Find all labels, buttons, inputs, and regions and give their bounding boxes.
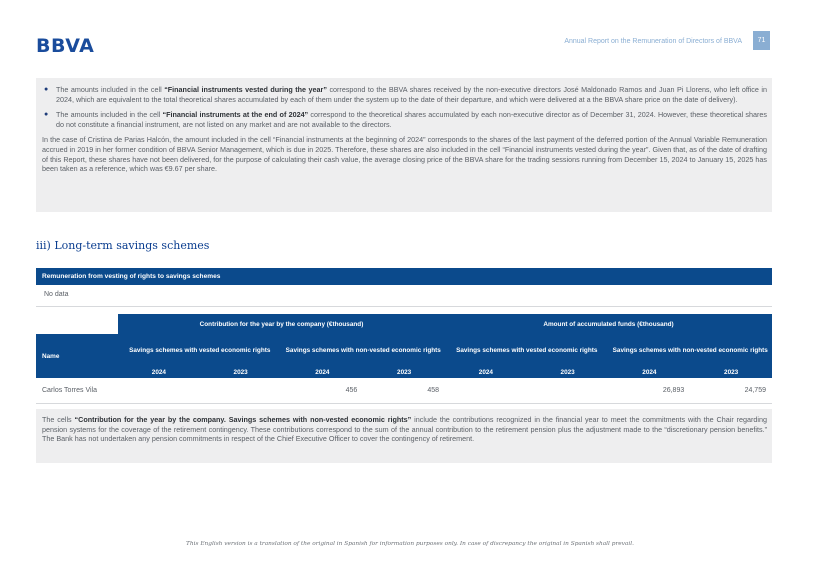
group-header-contribution: Contribution for the year by the company (€thousand) [118, 314, 445, 334]
divider [36, 306, 772, 307]
bullet-dot-icon: ● [44, 86, 49, 93]
table-cell: 26,893 [609, 378, 691, 403]
year-header: 2023 [363, 366, 445, 378]
bbva-logo-text: BBVA [36, 36, 95, 54]
year-header: 2024 [609, 366, 691, 378]
vesting-no-data: No data [44, 291, 69, 298]
footer-disclaimer: This English version is a translation of the original in Spanish for information purposes only. In case of discrepancy the original in Spanish shall prevail. [186, 541, 634, 547]
table-cell [527, 378, 609, 403]
table-cell: 24,759 [690, 378, 772, 403]
note-paragraph: In the case of Cristina de Parias Halcón, the amount included in the cell “Financial instruments at the beginning of 2024” corresponds to the shares of the last payment of the deferred portion of the Annual Variable Remuneration accrued in 2019 in her former condition of BBVA Senior Management, which is due in 2025. Therefore, these shares are also included in the cell “Financial instruments vested during the year”. Given that, as of the date of drafting of this Report, these shares have not been delivered, for the purpose of calculating their cash value, the average closing price of the BBVA share for the trading sessions running from December 15, 2024 to January 15, 2025 has been taken as a reference, which was €9.67 per share. [42, 135, 767, 174]
year-header: 2023 [690, 366, 772, 378]
column-header-name: Name [36, 334, 118, 378]
year-header: 2024 [282, 366, 364, 378]
table-cell: 458 [363, 378, 445, 403]
vesting-table-title: Remuneration from vesting of rights to savings schemes [36, 268, 772, 285]
subheader-nonvested-contribution: Savings schemes with non-vested economic rights [282, 334, 446, 366]
director-name: Carlos Torres Vila [36, 378, 118, 403]
note-bullet-2: ● The amounts included in the cell “Financial instruments at the end of 2024” correspond to the theoretical shares accumulated by each non-executive director as of December 31, 2024. However, these theoretical shares do not constitute a financial instrument, are not listed on any market and are not available to the directors. [44, 110, 767, 129]
bbva-logo [36, 36, 102, 54]
table-corner [36, 314, 118, 334]
bullet-dot-icon: ● [44, 111, 49, 119]
section-title: iii) Long-term savings schemes [36, 239, 210, 252]
note-bullet-1: ● The amounts included in the cell “Financial instruments vested during the year” correspond to the BBVA shares received by the non-executive directors José Maldonado Ramos and Juan Pi Llorens, who left office in 2024, which are equivalent to the total theoretical shares accumulated by each of them under the system up to the date of their departure, and which were delivered at a the BBVA share price on the date of delivery). [44, 85, 767, 104]
subheader-vested-contribution: Savings schemes with vested economic rights [118, 334, 282, 366]
subheader-vested-accumulated: Savings schemes with vested economic rights [445, 334, 609, 366]
savings-schemes-table [36, 314, 772, 404]
table-row [36, 378, 772, 403]
page-number: 71 [753, 31, 770, 50]
year-header: 2023 [200, 366, 282, 378]
year-header: 2023 [527, 366, 609, 378]
year-header: 2024 [118, 366, 200, 378]
notes-box-bottom: The cells “Contribution for the year by the company. Savings schemes with non-vested economic rights” include the contributions recognized in the financial year to meet the commitments with the Chair regarding pension systems for the coverage of the retirement contingency. These contributions correspond to the sum of the annual contribution to the retirement pension plus the adjustment made to the “discretionary pension benefits.” The Bank has not undertaken any pension commitments in respect of the Chief Executive Officer to cover the contingency of retirement. [36, 409, 772, 463]
group-header-accumulated: Amount of accumulated funds (€thousand) [445, 314, 772, 334]
table-cell [200, 378, 282, 403]
table-cell [445, 378, 527, 403]
table-cell: 456 [282, 378, 364, 403]
subheader-nonvested-accumulated: Savings schemes with non-vested economic rights [609, 334, 773, 366]
report-title: Annual Report on the Remuneration of Directors of BBVA [564, 38, 742, 45]
table-cell [118, 378, 200, 403]
year-header: 2024 [445, 366, 527, 378]
notes-box-top [36, 78, 772, 212]
